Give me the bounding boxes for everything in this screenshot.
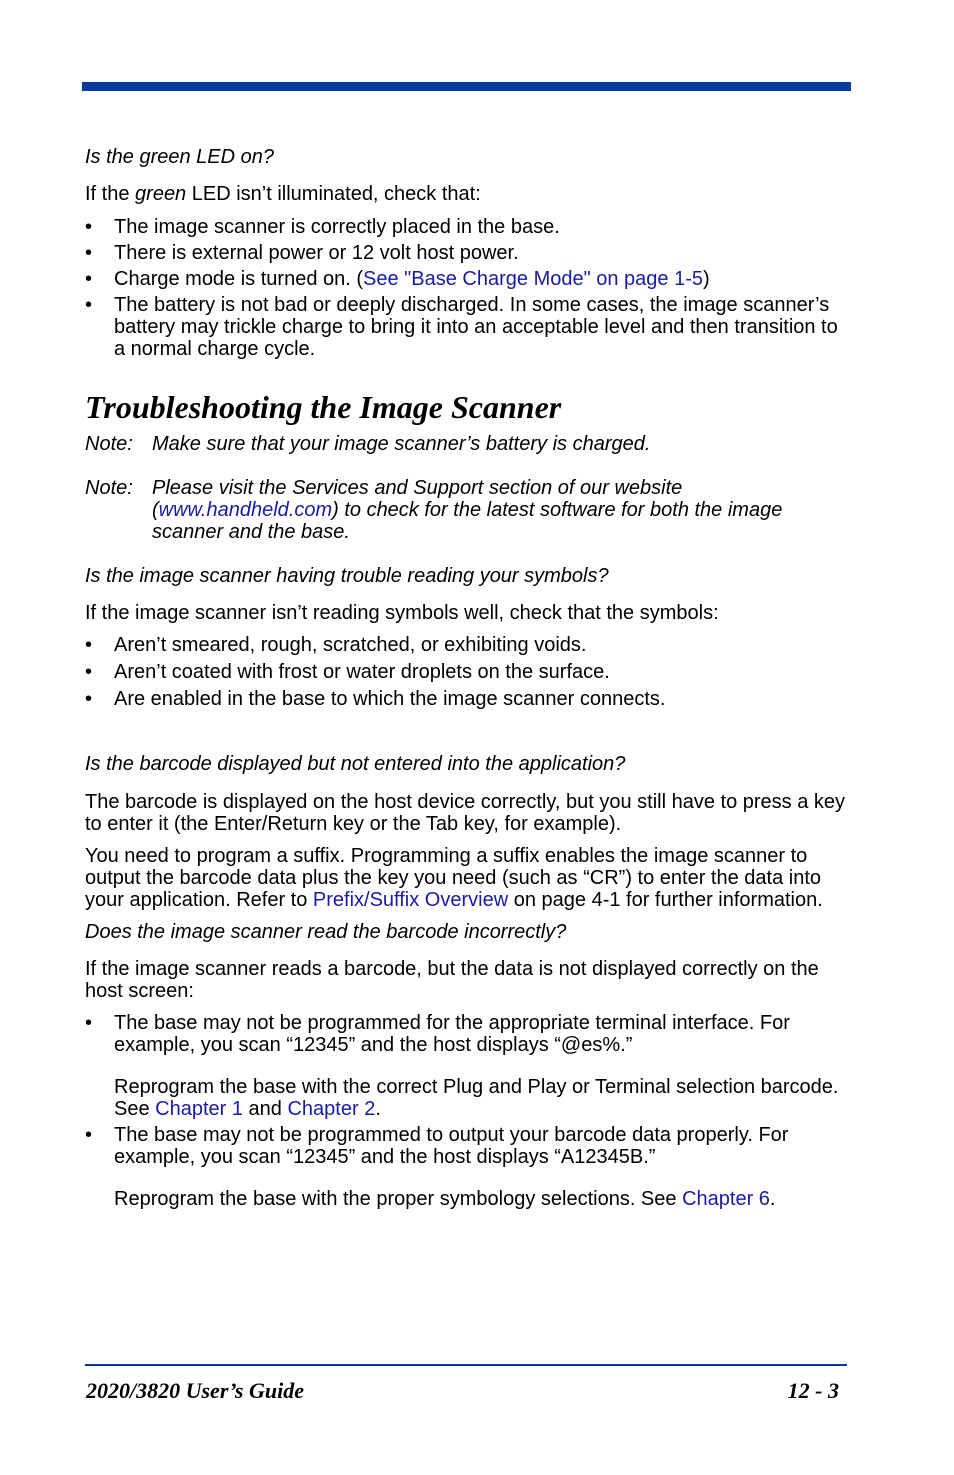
question-barcode-not-entered: Is the barcode displayed but not entered into the application? [85,753,626,775]
footer-rule [85,1364,847,1366]
list-item: • The battery is not bad or deeply discharged. In some cases, the image scanner’s battery may trickle charge to bring it into an acceptable level and then transition to a normal charge cycle. [85,294,838,360]
symbols-checklist [85,634,850,710]
list-item: • Aren’t coated with frost or water droplets on the surface. [85,661,610,683]
footer-title: 2020/3820 User’s Guide [86,1378,304,1403]
list-item: • The base may not be programmed for the appropriate terminal interface. For example, you scan “12345” and the host displays “@es%.” Reprogram the base with the correct Plug and Play or Terminal selection barcode. See Chapter 1 and Chapter 2. [85,1012,839,1120]
page-number: 12 - 3 [787,1378,839,1403]
website-link[interactable]: www.handheld.com [158,499,333,521]
read-incorrectly-intro: If the image scanner reads a barcode, but the data is not displayed correctly on the host screen: [85,958,819,1002]
chapter-6-link[interactable]: Chapter 6 [682,1188,770,1210]
question-green-led: Is the green LED on? [85,146,275,168]
list-item: • Charge mode is turned on. (See "Base Charge Mode" on page 1-5) [85,268,710,290]
header-rule [82,82,851,91]
list-item: • The image scanner is correctly placed in the base. [85,216,560,238]
green-led-intro: If the green LED isn’t illuminated, check that: [85,183,481,205]
green-led-checklist [85,216,850,360]
list-item: • There is external power or 12 volt host power. [85,242,519,264]
chapter-2-link[interactable]: Chapter 2 [287,1098,376,1120]
section-heading: Troubleshooting the Image Scanner [85,389,562,425]
incorrect-read-checklist [85,1012,850,1210]
question-read-incorrectly: Does the image scanner read the barcode incorrectly? [85,921,567,943]
list-item: • The base may not be programmed to output your barcode data properly. For example, you scan “12345” and the host displays “A12345B.” Reprogram the base with the proper symbology selections. See Chapter 6. [85,1124,789,1210]
list-item: • Are enabled in the base to which the image scanner connects. [85,688,666,710]
question-reading-symbols: Is the image scanner having trouble reading your symbols? [85,565,609,587]
reading-symbols-intro: If the image scanner isn’t reading symbols well, check that the symbols: [85,602,719,624]
list-item: • Aren’t smeared, rough, scratched, or exhibiting voids. [85,634,587,656]
page-content [85,146,850,1210]
base-charge-mode-link[interactable]: See "Base Charge Mode" on page 1-5 [363,268,704,290]
suffix-para: You need to program a suffix. Programming a suffix enables the image scanner to output the barcode data plus the key you need (such as “CR”) to enter the data into your application. Refer to Prefix/Suffix Overview on page 4-1 for further information. [85,845,823,911]
note-battery: Note: Make sure that your image scanner’s battery is charged. [85,433,651,455]
barcode-displayed-para: The barcode is displayed on the host device correctly, but you still have to press a key to enter it (the Enter/Return key or the Tab key, for example). [85,791,846,835]
note-website: Note: Please visit the Services and Support section of our website (www.handheld.com) to check for the latest software for both the image scanner and the base. [85,477,783,543]
chapter-1-link[interactable]: Chapter 1 [155,1098,243,1120]
prefix-suffix-link[interactable]: Prefix/Suffix Overview [312,889,509,911]
